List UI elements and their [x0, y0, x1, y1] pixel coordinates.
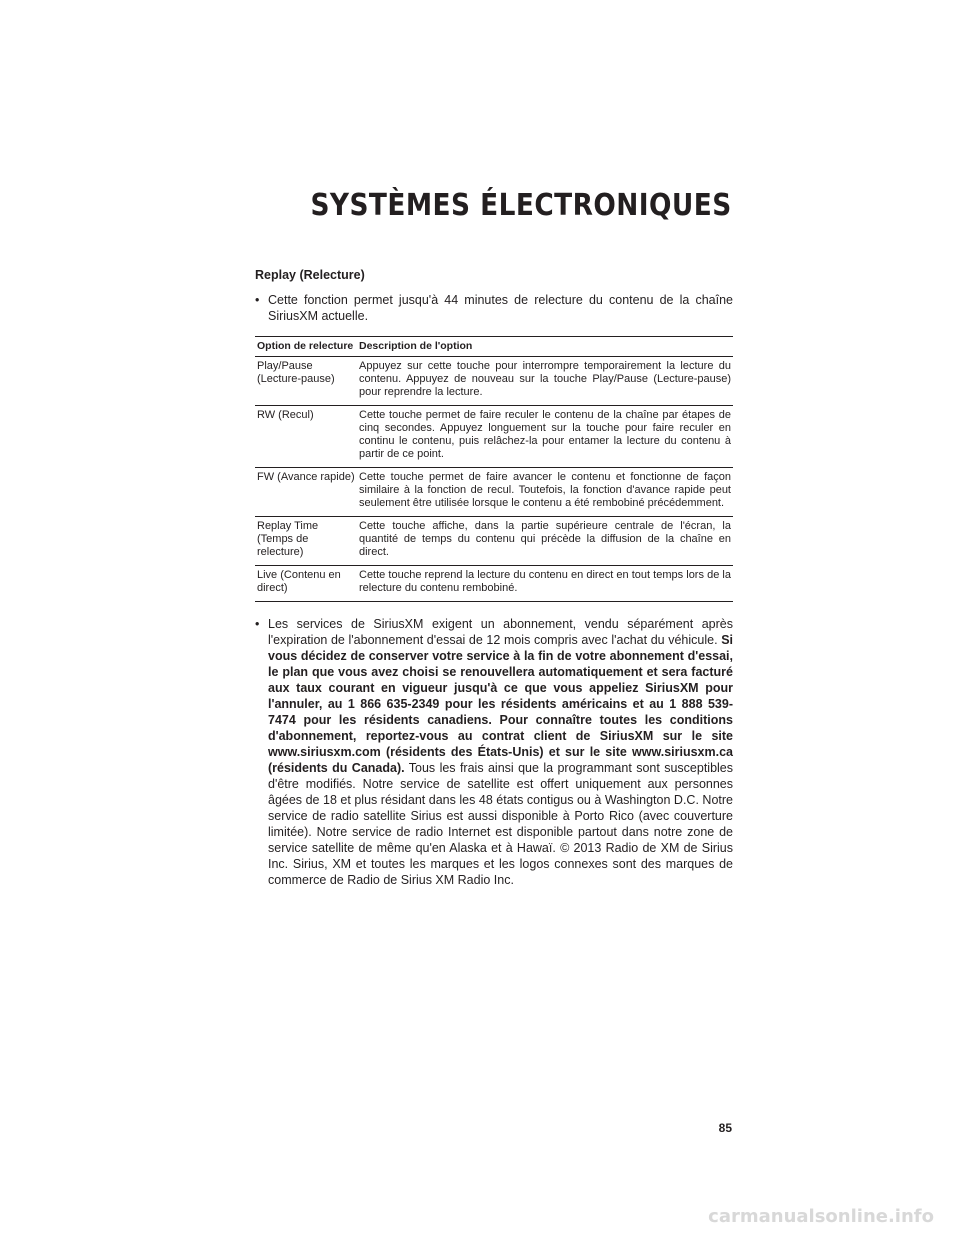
- table-cell-description: Cette touche permet de faire avancer le contenu et fonctionne de façon similaire à la fonction de recul. Toutefois, la fonction d'avance rapide peut seulement être utilisée lorsque le contenu a été rembobiné précédemment.: [357, 468, 733, 517]
- table-header-row: [255, 337, 733, 357]
- bullet-replay-intro: [255, 292, 733, 324]
- table-cell-description: Cette touche permet de faire reculer le contenu de la chaîne par étapes de cinq secondes. Appuyez longuement sur la touche pour faire reculer en continu le contenu, puis relâchez-la pour entamer la lecture du contenu à partir de ce point.: [357, 406, 733, 468]
- table-cell-description: Cette touche reprend la lecture du contenu en direct en tout temps lors de la relecture du contenu rembobiné.: [357, 566, 733, 602]
- table-cell-description: Appuyez sur cette touche pour interrompre temporairement la lecture du contenu. Appuyez de nouveau sur la touche Play/Pause (Lecture-pause) pour reprendre la lecture.: [357, 357, 733, 406]
- replay-options-table: [255, 336, 733, 602]
- bullet-subscription-info: [255, 616, 733, 888]
- table-row: [255, 468, 733, 517]
- bullet-intro-text: Les services de SiriusXM exigent un abonnement, vendu séparément après l'expiration de l'abonnement d'essai de 12 mois compris avec l'achat du véhicule.: [268, 617, 733, 647]
- table-row: [255, 517, 733, 566]
- table-row: [255, 566, 733, 602]
- table-cell-option: Live (Contenu en direct): [255, 566, 357, 602]
- table-row: [255, 406, 733, 468]
- table-cell-option: FW (Avance rapide): [255, 468, 357, 517]
- table-row: [255, 357, 733, 406]
- table-header-option: Option de relecture: [255, 337, 357, 357]
- table-cell-description: Cette touche affiche, dans la partie supérieure centrale de l'écran, la quantité de temps du contenu qui précède la diffusion de la chaîne en direct.: [357, 517, 733, 566]
- table-cell-option: Replay Time (Temps de relecture): [255, 517, 357, 566]
- page-content: [255, 268, 733, 888]
- watermark: carmanualsonline.info: [708, 1206, 934, 1227]
- table-cell-option: Play/Pause (Lecture-pause): [255, 357, 357, 406]
- page-number: 85: [718, 1121, 732, 1135]
- bullet-text: Cette fonction permet jusqu'à 44 minutes de relecture du contenu de la chaîne SiriusXM actuelle.: [268, 293, 733, 323]
- bullet-dot-icon: •: [255, 293, 260, 307]
- bullet-rest-text: Tous les frais ainsi que la programmant sont susceptibles d'être modifiés. Notre service de satellite est offert uniquement aux personnes âgées de 18 et plus résidant dans les 48 états contigus ou à Washington D.C. Notre service de radio satellite Sirius est aussi disponible à Porto Rico (avec couverture limitée). Notre service de radio Internet est disponible partout dans notre zone de service satellite de même qu'en Alaska et à Hawaï. © 2013 Radio de XM de Sirius Inc. Sirius, XM et toutes les marques et les logos connexes sont des marques de commerce de Radio de Sirius XM Radio Inc.: [268, 761, 734, 887]
- section-heading: Replay (Relecture): [255, 268, 365, 282]
- table-cell-option: RW (Recul): [255, 406, 357, 468]
- table-header-description: Description de l'option: [357, 337, 733, 357]
- page-header-title: SYSTÈMES ÉLECTRONIQUES: [310, 188, 732, 223]
- bullet-bold-text: Si vous décidez de conserver votre service à la fin de votre abonnement d'essai, le plan que vous avez choisi se renouvellera automatiquement et sera facturé aux taux courant en vigueur jusqu'à ce que vous appeliez SiriusXM pour l'annuler, au 1 866 635-2349 pour les résidents américains et au 1 888 539-7474 pour les résidents canadiens. Pour connaître toutes les conditions d'abonnement, reportez-vous au contrat client de SiriusXM sur le site www.siriusxm.com (résidents des États-Unis) et sur le site www.siriusxm.ca (résidents du Canada).: [268, 633, 733, 775]
- bullet-dot-icon: •: [255, 617, 260, 631]
